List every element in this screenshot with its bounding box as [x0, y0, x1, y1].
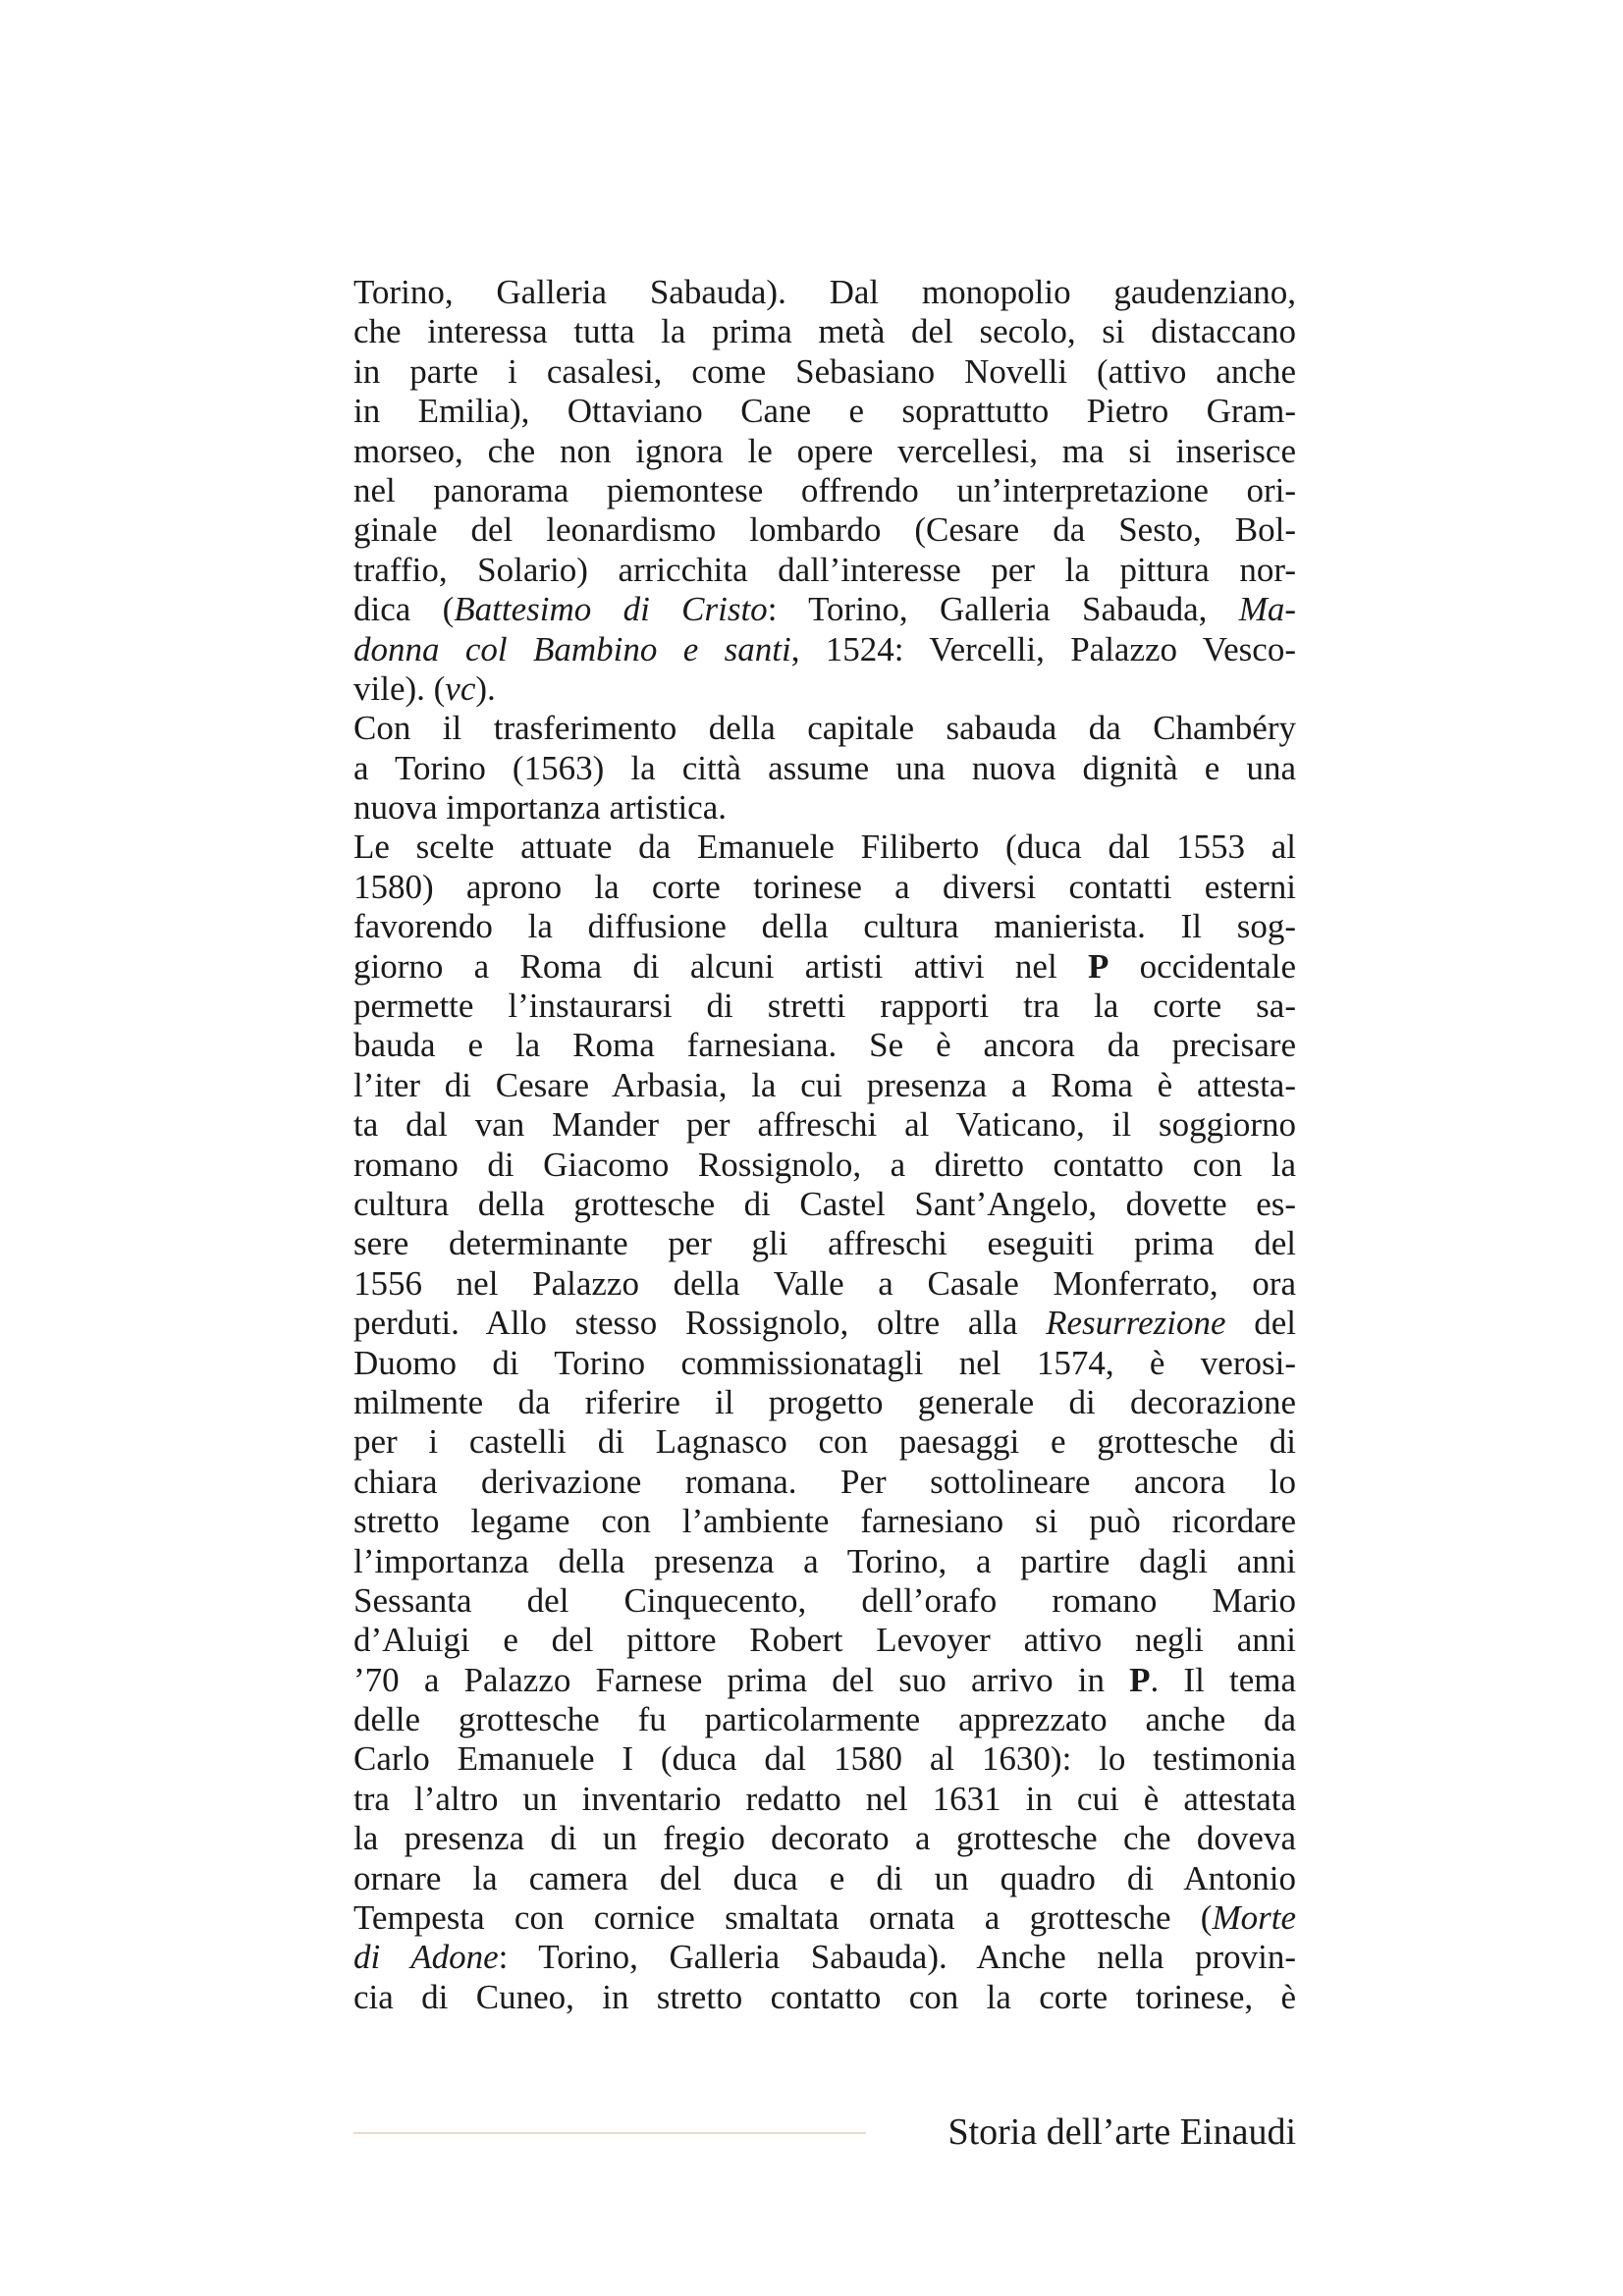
text-line: bauda e la Roma farnesiana. Se è ancora da precisare — [353, 1026, 1296, 1065]
italic-text: Resurrezione — [1046, 1304, 1226, 1343]
text-line: cultura della grottesche di Castel Sant’Angelo, dovette es- — [353, 1184, 1296, 1223]
footer-title: Storia dell’arte Einaudi — [947, 2111, 1296, 2153]
text-run: ’70 a Palazzo Farnese prima del suo arrivo in — [353, 1660, 1130, 1699]
text-run: , 1524: Vercelli, Palazzo Vesco- — [790, 629, 1296, 668]
text-line: l’importanza della presenza a Torino, a partire dagli anni — [353, 1541, 1296, 1580]
bold-text: P — [1087, 946, 1109, 986]
text-line: la presenza di un fregio decorato a grottesche che doveva — [353, 1819, 1296, 1858]
body-text — [353, 273, 1296, 2017]
text-run: : Torino, Galleria Sabauda). Anche nella provin- — [498, 1938, 1296, 1977]
text-line: tra l’altro un inventario redatto nel 1631 in cui è attestata — [353, 1779, 1296, 1818]
text-line: per i castelli di Lagnasco con paesaggi e grottesche di — [353, 1422, 1296, 1462]
text-line — [353, 1304, 1296, 1343]
text-line: Sessanta del Cinquecento, dell’orafo romano Mario — [353, 1580, 1296, 1620]
text-line — [353, 947, 1296, 987]
text-line: a Torino (1563) la città assume una nuova dignità e una — [353, 748, 1296, 787]
text-line: Carlo Emanuele I (duca dal 1580 al 1630): lo testimonia — [353, 1739, 1296, 1779]
text-line: in Emilia), Ottaviano Cane e soprattutto Pietro Gram- — [353, 392, 1296, 431]
text-line: morseo, che non ignora le opere vercellesi, ma si inserisce — [353, 431, 1296, 470]
italic-text: Ma- — [1238, 590, 1296, 629]
text-line: Duomo di Torino commissionatagli nel 1574, è verosi- — [353, 1343, 1296, 1382]
text-line: chiara derivazione romana. Per sottolineare ancora lo — [353, 1462, 1296, 1501]
italic-text: Morte — [1212, 1898, 1296, 1938]
text-line — [353, 590, 1296, 629]
text-line: Le scelte attuate da Emanuele Filiberto (duca dal 1553 al — [353, 828, 1296, 867]
text-line: romano di Giacomo Rossignolo, a diretto contatto con la — [353, 1145, 1296, 1184]
italic-text: Battesimo di Cristo — [454, 590, 768, 629]
text-line: Torino, Galleria Sabauda). Dal monopolio gaudenziano, — [353, 273, 1296, 311]
text-line: traffio, Solario) arricchita dall’interesse per la pittura nor- — [353, 550, 1296, 589]
text-line: nuova importanza artistica. — [353, 788, 727, 828]
text-line — [353, 1938, 1296, 1977]
text-run: dica ( — [353, 590, 455, 629]
text-run: ). — [475, 668, 496, 708]
text-line — [353, 630, 1296, 669]
text-line: cia di Cuneo, in stretto contatto con la corte torinese, è — [353, 1977, 1296, 2016]
text-line: l’iter di Cesare Arbasia, la cui presenza a Roma è attesta- — [353, 1065, 1296, 1104]
text-line: delle grottesche fu particolarmente apprezzato anche da — [353, 1700, 1296, 1739]
text-line — [353, 669, 1296, 709]
text-line: ginale del leonardismo lombardo (Cesare da Sesto, Bol- — [353, 510, 1296, 550]
italic-text: vc — [445, 668, 476, 708]
text-run: . Il tema — [1150, 1660, 1296, 1699]
text-line: Con il trasferimento della capitale sabauda da Chambéry — [353, 709, 1296, 748]
text-run: occidentale — [1109, 946, 1296, 986]
text-line: d’Aluigi e del pittore Robert Levoyer attivo negli anni — [353, 1621, 1296, 1660]
text-line — [353, 1898, 1296, 1938]
text-line: milmente da riferire il progetto generale di decorazione — [353, 1382, 1296, 1421]
text-run: del — [1225, 1304, 1296, 1343]
text-run: vile). ( — [353, 668, 446, 708]
text-line: in parte i casalesi, come Sebasiano Novelli (attivo anche — [353, 351, 1296, 391]
text-line: ta dal van Mander per affreschi al Vaticano, il soggiorno — [353, 1105, 1296, 1145]
text-line: nel panorama piemontese offrendo un’interpretazione ori- — [353, 470, 1296, 509]
text-line: ornare la camera del duca e di un quadro di Antonio — [353, 1858, 1296, 1897]
text-run: giorno a Roma di alcuni artisti attivi nel — [353, 946, 1088, 986]
text-line: stretto legame con l’ambiente farnesiano si può ricordare — [353, 1502, 1296, 1541]
text-run: perduti. Allo stesso Rossignolo, oltre alla — [353, 1304, 1047, 1343]
text-run: Tempesta con cornice smaltata ornata a grottesche ( — [353, 1898, 1213, 1938]
text-line: che interessa tutta la prima metà del secolo, si distaccano — [353, 312, 1296, 351]
text-line: sere determinante per gli affreschi eseguiti prima del — [353, 1224, 1296, 1263]
text-line — [353, 1661, 1296, 1700]
text-line: permette l’instaurarsi di stretti rapporti tra la corte sa- — [353, 987, 1296, 1026]
text-line: 1556 nel Palazzo della Valle a Casale Monferrato, ora — [353, 1263, 1296, 1303]
text-line: favorendo la diffusione della cultura manierista. Il sog- — [353, 907, 1296, 946]
text-line: 1580) aprono la corte torinese a diversi contatti esterni — [353, 867, 1296, 906]
bold-text: P — [1129, 1660, 1151, 1699]
footer-rule — [353, 2132, 866, 2134]
text-run: : Torino, Galleria Sabauda, — [767, 590, 1239, 629]
italic-text: donna col Bambino e santi — [353, 629, 791, 668]
italic-text: di Adone — [353, 1938, 499, 1977]
